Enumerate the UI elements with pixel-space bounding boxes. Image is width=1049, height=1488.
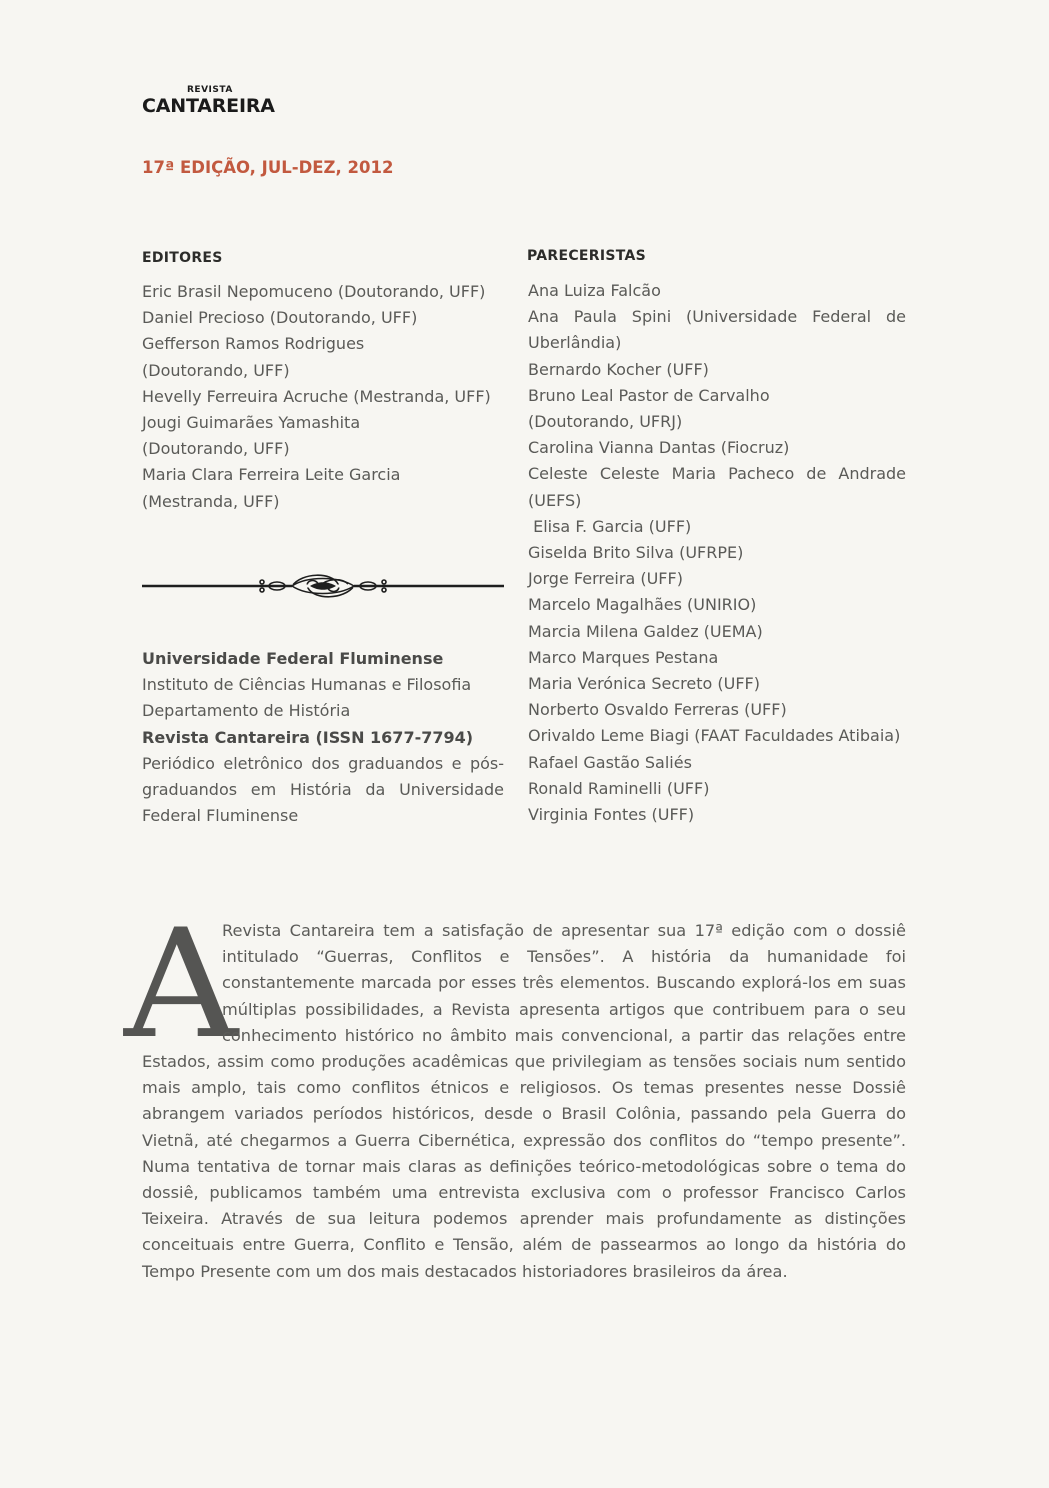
reviewer-line: (Doutorando, UFRJ) (528, 412, 683, 432)
institution-block (142, 646, 504, 829)
institute-name: Instituto de Ciências Humanas e Filosofia (142, 675, 472, 695)
reviewer-line: Elisa F. Garcia (UFF) (528, 516, 692, 536)
reviewer-line: Celeste Celeste Maria Pacheco de Andrade (UEFS) (528, 464, 906, 510)
department-name: Departamento de História (142, 701, 351, 721)
editor-line: (Doutorando, UFF) (142, 360, 290, 380)
reviewer-line: Marcelo Magalhães (UNIRIO) (528, 595, 757, 615)
reviewer-line: Bruno Leal Pastor de Carvalho (528, 385, 770, 405)
editor-line: Eric Brasil Nepomuceno (Doutorando, UFF) (142, 282, 486, 301)
editor-line: Gefferson Ramos Rodrigues (142, 334, 365, 354)
reviewer-line: Ronald Raminelli (UFF) (528, 778, 710, 798)
reviewer-line: Giselda Brito Silva (UFRPE) (528, 543, 744, 563)
journal-issn: Revista Cantareira (ISSN 1677-7794) (142, 727, 474, 747)
university-name: Universidade Federal Fluminense (142, 649, 444, 668)
reviewer-line: Rafael Gastão Saliés (528, 752, 692, 772)
svg-text:A: A (123, 897, 235, 1072)
reviewer-line: Ana Paula Spini (Universidade Federal de Uberlândia) (528, 307, 906, 353)
journal-description: Periódico eletrônico dos graduandos e pós-graduandos em História da Universidade Federal Fluminense (142, 753, 504, 826)
dropcap-letter (123, 897, 235, 1072)
intro-text: Revista Cantareira tem a satisfação de apresentar sua 17ª edição com o dossiê intitulado “Guerras, Conflitos e Tensões”. A história da humanidade foi constantemente marcada por esses três elementos. Buscando explorá-los em suas múltiplas possibilidades, a Revista apresenta artigos que contribuem para o seu conhecimento histórico no âmbito mais convencional, a partir das relações entre Estados, assim como produções acadêmicas que privilegiam as tensões sociais num sentido mais amplo, tais como conflitos étnicos e religiosos. Os temas presentes nesse Dossiê abrangem variados períodos históricos, desde o Brasil Colônia, passando pela Guerra do Vietnã, até chegarmos a Guerra Cibernética, expressão dos conflitos do “tempo presente”. Numa tentativa de tornar mais claras as definições teórico-metodológicas sobre o tema do dossiê, publicamos também uma entrevista exclusiva com o professor Francisco Carlos Teixeira. Através de sua leitura podemos aprender mais profundamente as distinções conceituais entre Guerra, Conflito e Tensão, além de passearmos ao longo da história do Tempo Presente com um dos mais destacados historiadores brasileiros da área. (142, 921, 906, 1281)
reviewer-line: Bernardo Kocher (UFF) (528, 359, 709, 379)
reviewer-line: Marco Marques Pestana (528, 647, 719, 667)
editor-line: Jougi Guimarães Yamashita (142, 413, 361, 433)
logo-small-text: REVISTA (187, 85, 233, 95)
edition-title: 17ª EDIÇÃO, JUL-DEZ, 2012 (142, 158, 394, 177)
editores-list (142, 279, 504, 515)
pareceristas-heading: PARECERISTAS (527, 248, 647, 264)
reviewer-line: Virginia Fontes (UFF) (528, 805, 695, 825)
editor-line: Hevelly Ferreuira Acruche (Mestranda, UFF) (142, 386, 491, 406)
reviewer-line: Norberto Osvaldo Ferreras (UFF) (528, 700, 787, 720)
editor-line: Daniel Precioso (Doutorando, UFF) (142, 308, 418, 328)
reviewer-line: Orivaldo Leme Biagi (FAAT Faculdades Atibaia) (528, 726, 901, 746)
ornament-divider (142, 568, 504, 604)
pareceristas-list (528, 278, 906, 828)
reviewer-line: Ana Luiza Falcão (528, 281, 661, 300)
reviewer-line: Carolina Vianna Dantas (Fiocruz) (528, 438, 790, 458)
editor-line: Maria Clara Ferreira Leite Garcia (142, 465, 401, 485)
editor-line: (Mestranda, UFF) (142, 491, 280, 511)
reviewer-line: Marcia Milena Galdez (UEMA) (528, 621, 763, 641)
reviewer-line: Jorge Ferreira (UFF) (528, 569, 683, 589)
intro-paragraph (123, 897, 906, 1285)
editores-heading: EDITORES (142, 250, 223, 266)
editor-line: (Doutorando, UFF) (142, 439, 290, 459)
logo-main-text: CANTAREIRA (142, 95, 275, 117)
reviewer-line: Maria Verónica Secreto (UFF) (528, 674, 760, 694)
